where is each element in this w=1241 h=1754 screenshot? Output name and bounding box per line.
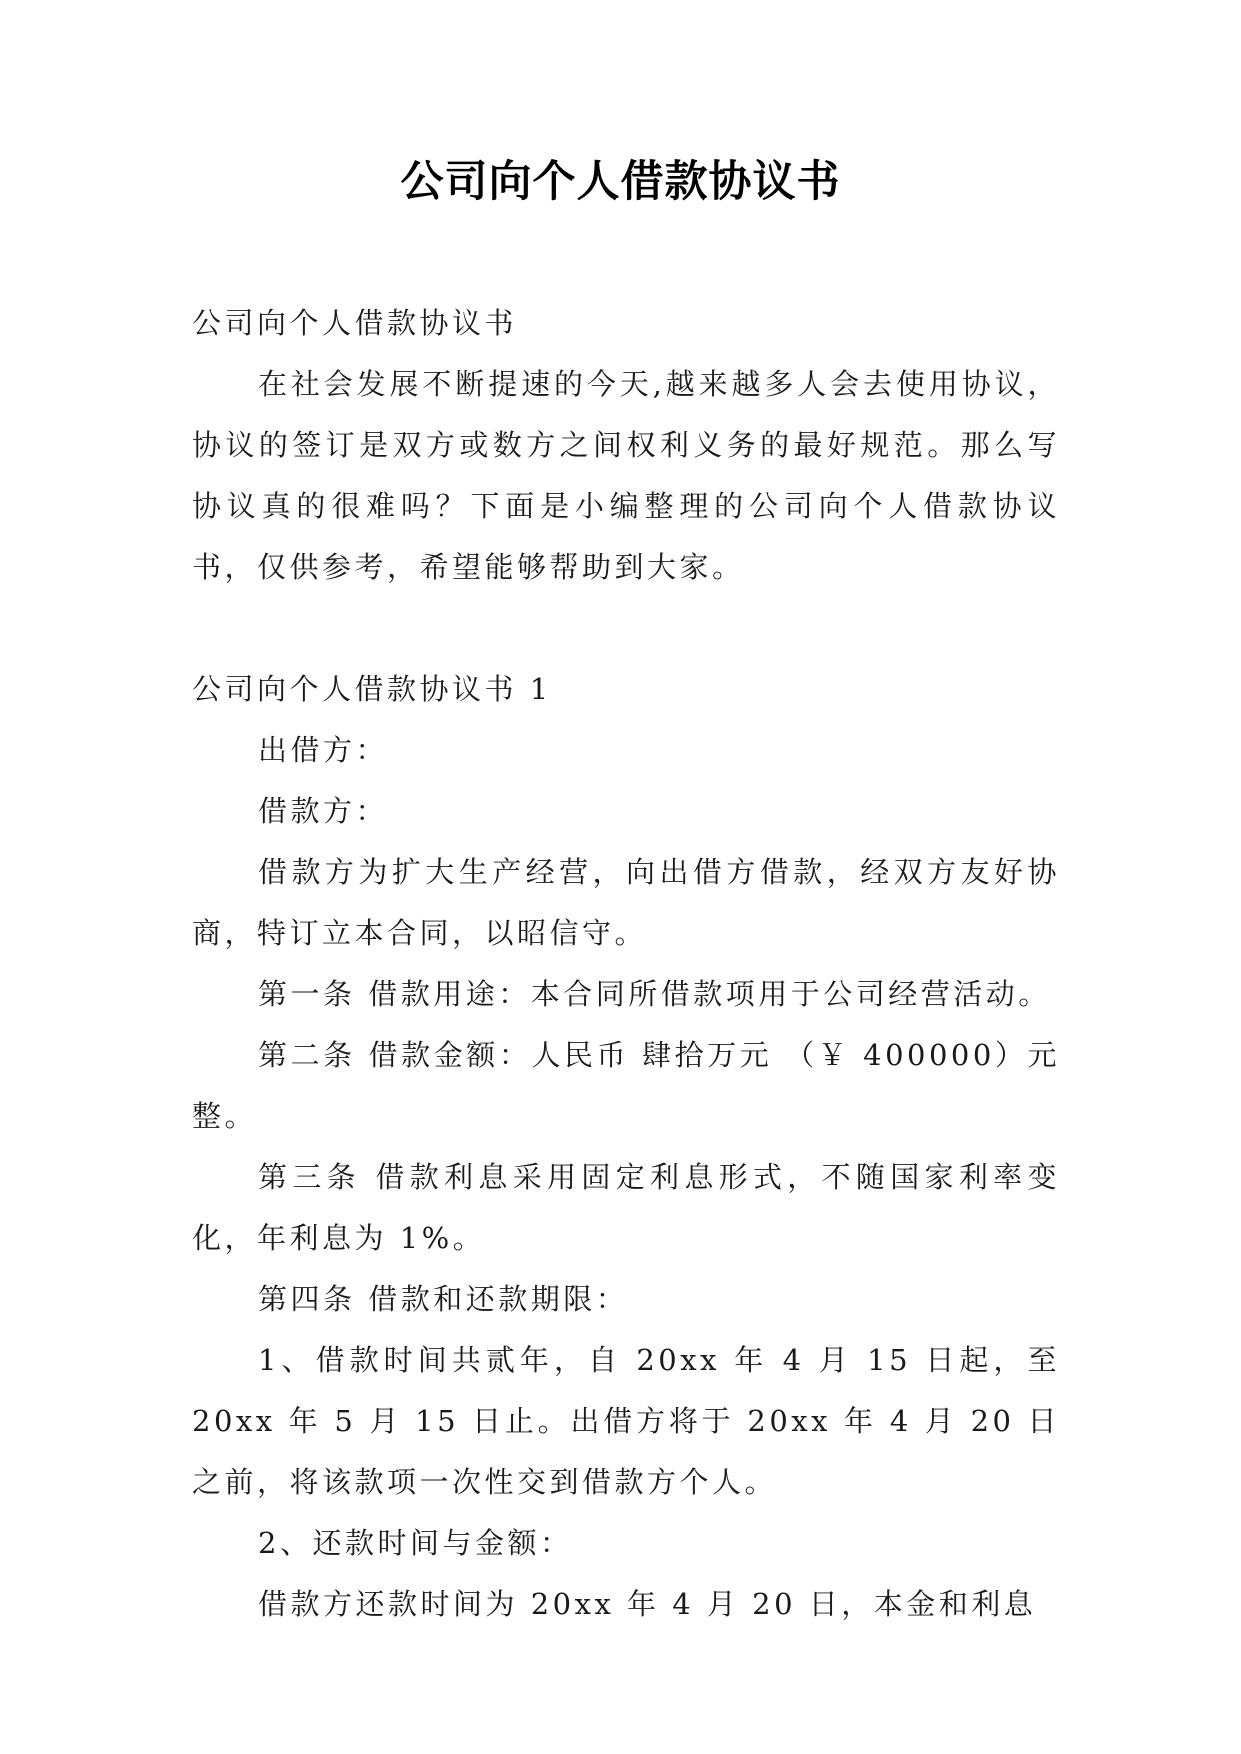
intro-paragraph: 在社会发展不断提速的今天,越来越多人会去使用协议，协议的签订是双方或数方之间权利义务的最好规范。那么写协议真的很难吗？下面是小编整理的公司向个人借款协议书，仅供参考，希望能够帮助到大家。 (192, 367, 1060, 584)
preamble-paragraph: 借款方为扩大生产经营，向出借方借款，经双方友好协商，特订立本合同，以昭信守。 (192, 855, 1060, 950)
clause-1: 1、借款时间共贰年，自 20xx 年 4 月 15 日起，至 20xx 年 5 月 15 日止。出借方将于 20xx 年 4 月 20 日之前，将该款项一次性交到借款方个人。 (192, 1343, 1060, 1499)
lender-label: 出借方： (258, 733, 389, 767)
article-4: 第四条 借款和还款期限： (258, 1282, 629, 1316)
clause-2: 2、还款时间与金额： (258, 1526, 573, 1560)
section-heading: 公司向个人借款协议书 1 (192, 672, 552, 706)
document-body (192, 293, 1060, 1635)
borrower-label: 借款方： (258, 794, 389, 828)
intro-heading: 公司向个人借款协议书 (192, 306, 518, 340)
article-2: 第二条 借款金额：人民币 肆拾万元 （￥ 400000）元整。 (192, 1038, 1060, 1133)
repayment-paragraph: 借款方还款时间为 20xx 年 4 月 20 日，本金和利息 (258, 1587, 1037, 1621)
paragraph-spacer (192, 598, 1060, 659)
article-3: 第三条 借款利息采用固定利息形式，不随国家利率变化，年利息为 1%。 (192, 1160, 1060, 1255)
article-1: 第一条 借款用途：本合同所借款项用于公司经营活动。 (258, 977, 1051, 1011)
document-title: 公司向个人借款协议书 (400, 157, 841, 207)
